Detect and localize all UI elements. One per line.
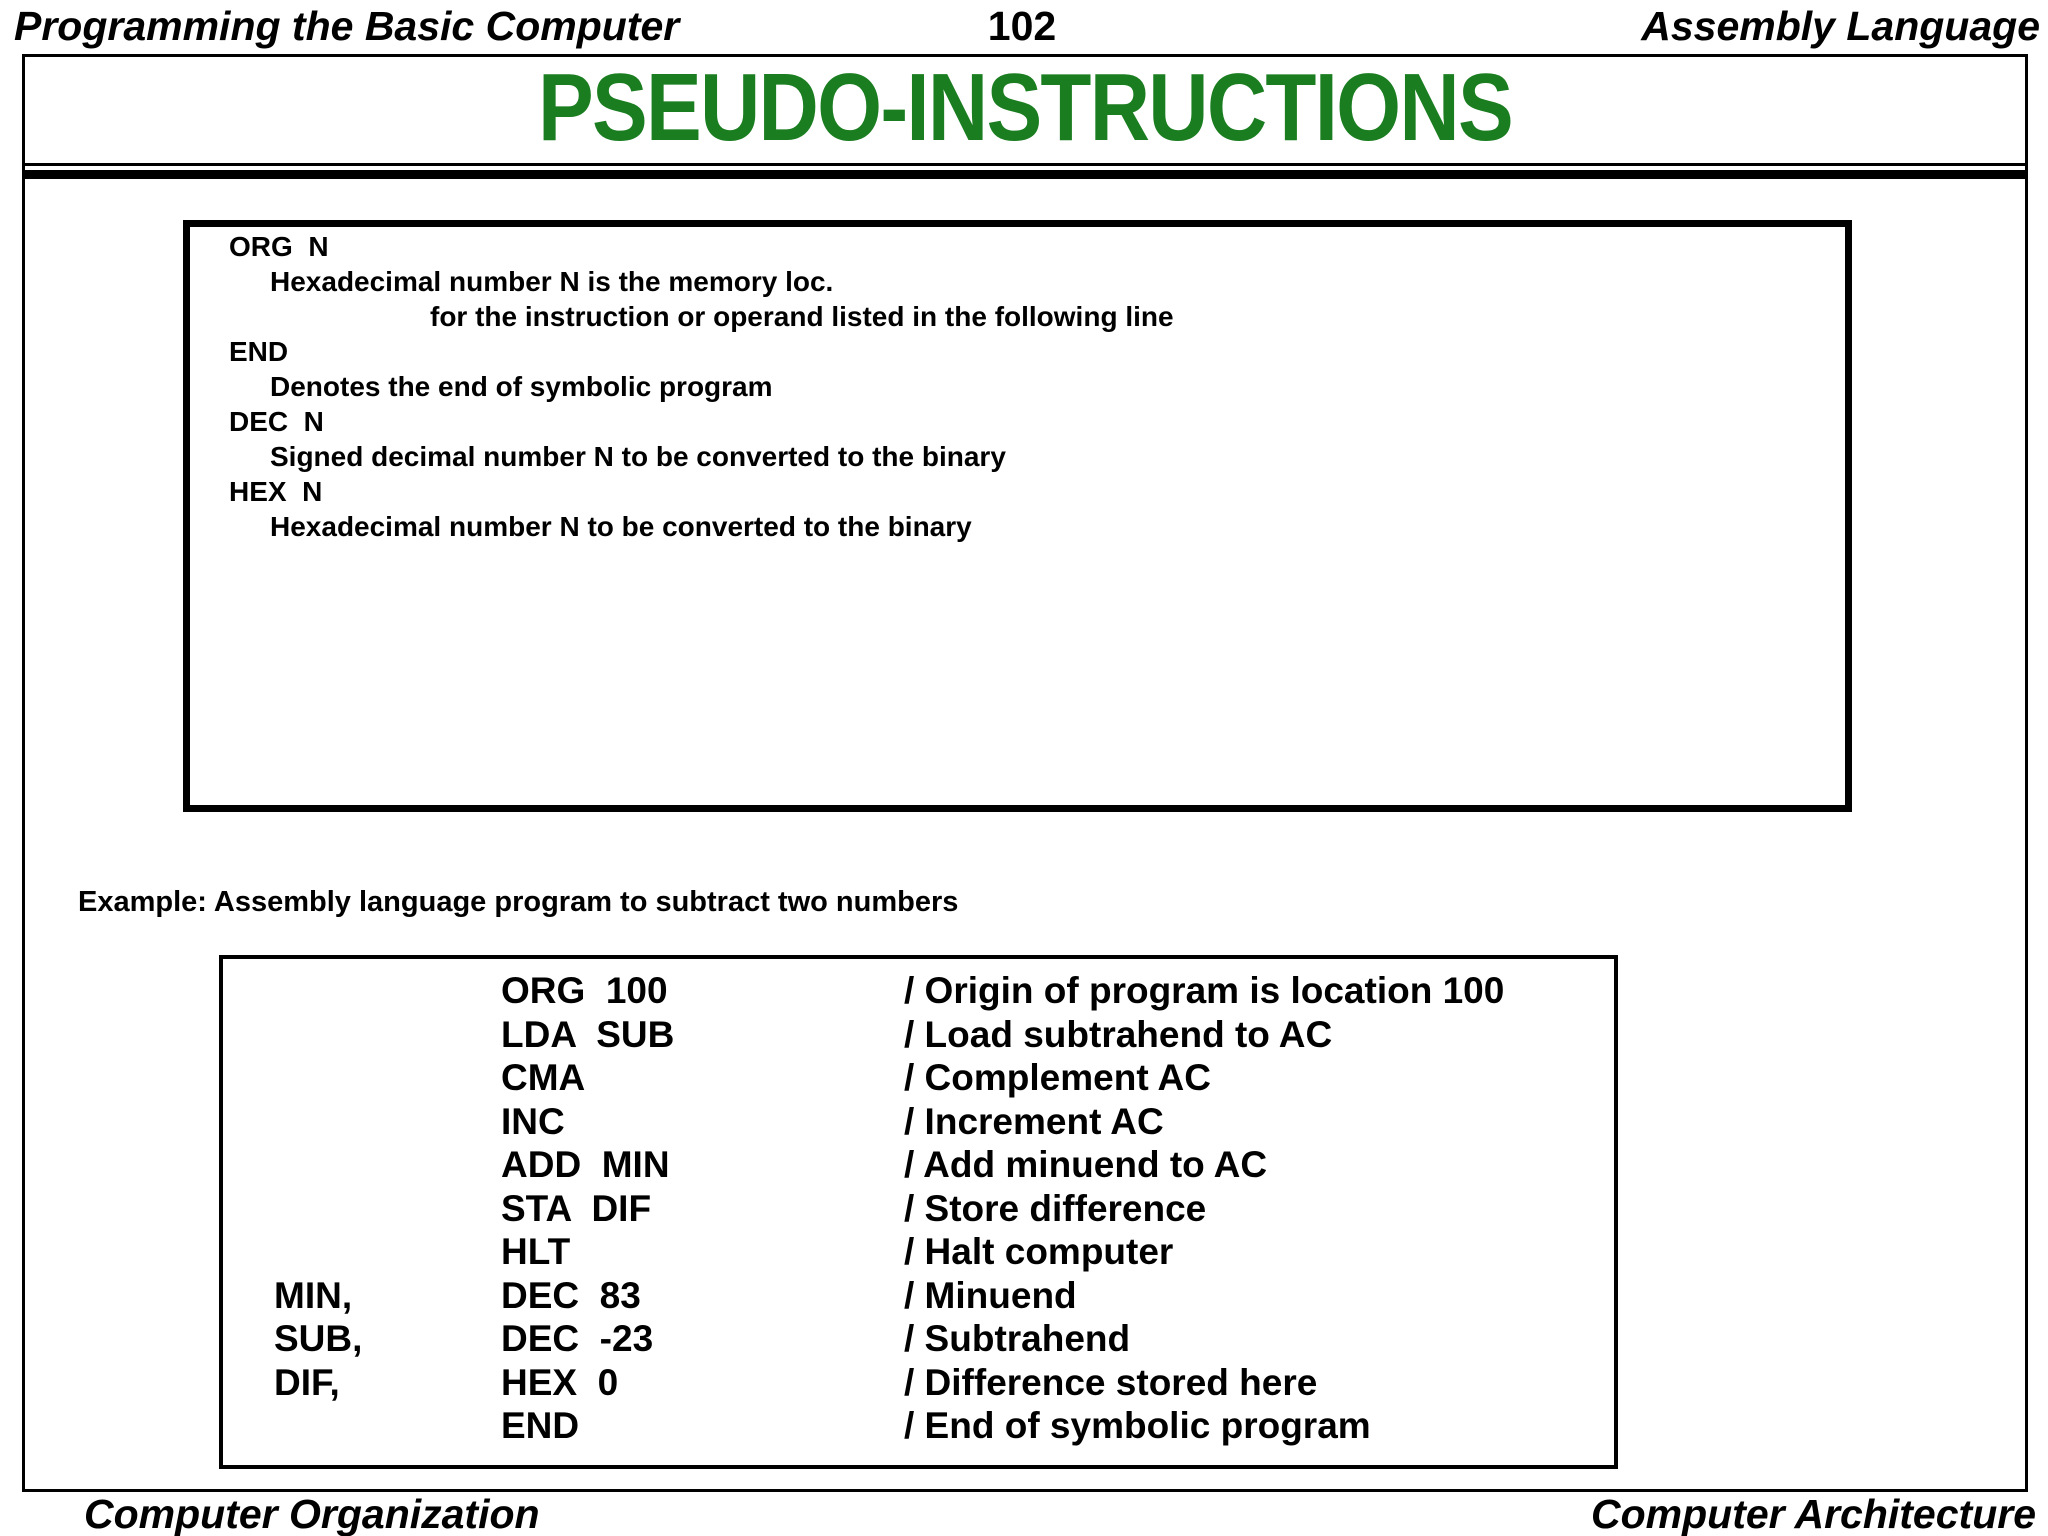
program-comment: / Increment AC xyxy=(904,1100,1164,1142)
program-instruction: LDA SUB xyxy=(501,1013,675,1055)
definitions-box xyxy=(183,220,1852,812)
program-row xyxy=(223,1056,1614,1100)
definition-description: for the instruction or operand listed in the following line xyxy=(430,301,1174,332)
program-comment: / Origin of program is location 100 xyxy=(904,970,1505,1011)
program-label xyxy=(223,1013,501,1057)
program-label: MIN, xyxy=(274,1274,353,1316)
program-label xyxy=(223,1100,501,1144)
program-label xyxy=(223,1056,501,1100)
program-comment: / Minuend xyxy=(904,1274,1077,1316)
program-comment: / Add minuend to AC xyxy=(904,1144,1268,1185)
definition-description: Hexadecimal number N to be converted to the binary xyxy=(270,511,972,542)
program-label xyxy=(223,1230,501,1274)
program-instruction: INC xyxy=(501,1100,565,1142)
program-comment: / Load subtrahend to AC xyxy=(904,1013,1333,1055)
definition-mnemonic: DEC N xyxy=(229,406,324,437)
definition-description: Denotes the end of symbolic program xyxy=(270,371,773,402)
program-comment: / End of symbolic program xyxy=(904,1405,1371,1446)
program-row xyxy=(223,1404,1614,1448)
divider-thick-rule xyxy=(22,170,2028,179)
definition-description: Hexadecimal number N is the memory loc. xyxy=(270,266,834,297)
program-label xyxy=(223,1187,501,1231)
footer-course-title: Computer Architecture xyxy=(1591,1491,2036,1536)
program-instruction: END xyxy=(501,1405,580,1446)
program-row xyxy=(223,1317,1614,1361)
definition-mnemonic: END xyxy=(229,336,289,367)
definition-mnemonic: ORG N xyxy=(229,231,329,262)
program-comment: / Subtrahend xyxy=(904,1318,1131,1359)
program-instruction: DEC 83 xyxy=(501,1274,641,1316)
example-caption: Example: Assembly language program to subtract two numbers xyxy=(78,886,959,918)
program-instruction: HLT xyxy=(501,1231,571,1272)
page-number: 102 xyxy=(987,3,1057,49)
program-row xyxy=(223,1187,1614,1231)
definition-mnemonic: HEX N xyxy=(229,476,323,507)
program-label: SUB, xyxy=(274,1318,363,1359)
program-row xyxy=(223,969,1614,1013)
program-comment: / Store difference xyxy=(904,1187,1207,1229)
slide-title: PSEUDO-INSTRUCTIONS xyxy=(538,54,1512,161)
program-row xyxy=(223,1274,1614,1318)
program-row xyxy=(223,1361,1614,1405)
program-label: DIF, xyxy=(274,1361,340,1403)
program-box xyxy=(219,955,1618,1469)
program-instruction: STA DIF xyxy=(501,1187,652,1229)
program-row xyxy=(223,1100,1614,1144)
program-instruction: CMA xyxy=(501,1057,586,1098)
program-label xyxy=(223,969,501,1013)
definition-description: Signed decimal number N to be converted to the binary xyxy=(270,441,1006,472)
header-course-title: Programming the Basic Computer xyxy=(14,3,680,49)
program-label xyxy=(223,1143,501,1187)
program-comment: / Complement AC xyxy=(904,1057,1211,1098)
divider-thin-rule xyxy=(22,163,2028,166)
program-row xyxy=(223,1143,1614,1187)
program-instruction: ADD MIN xyxy=(501,1144,670,1185)
footer-book-title: Computer Organization xyxy=(84,1491,540,1536)
program-instruction: DEC -23 xyxy=(501,1318,654,1359)
program-row xyxy=(223,1013,1614,1057)
program-row xyxy=(223,1230,1614,1274)
header-section-title: Assembly Language xyxy=(1641,3,2040,49)
program-instruction: HEX 0 xyxy=(501,1361,619,1403)
program-instruction: ORG 100 xyxy=(501,970,668,1011)
program-comment: / Difference stored here xyxy=(904,1361,1318,1403)
program-comment: / Halt computer xyxy=(904,1231,1174,1272)
program-label xyxy=(223,1404,501,1448)
